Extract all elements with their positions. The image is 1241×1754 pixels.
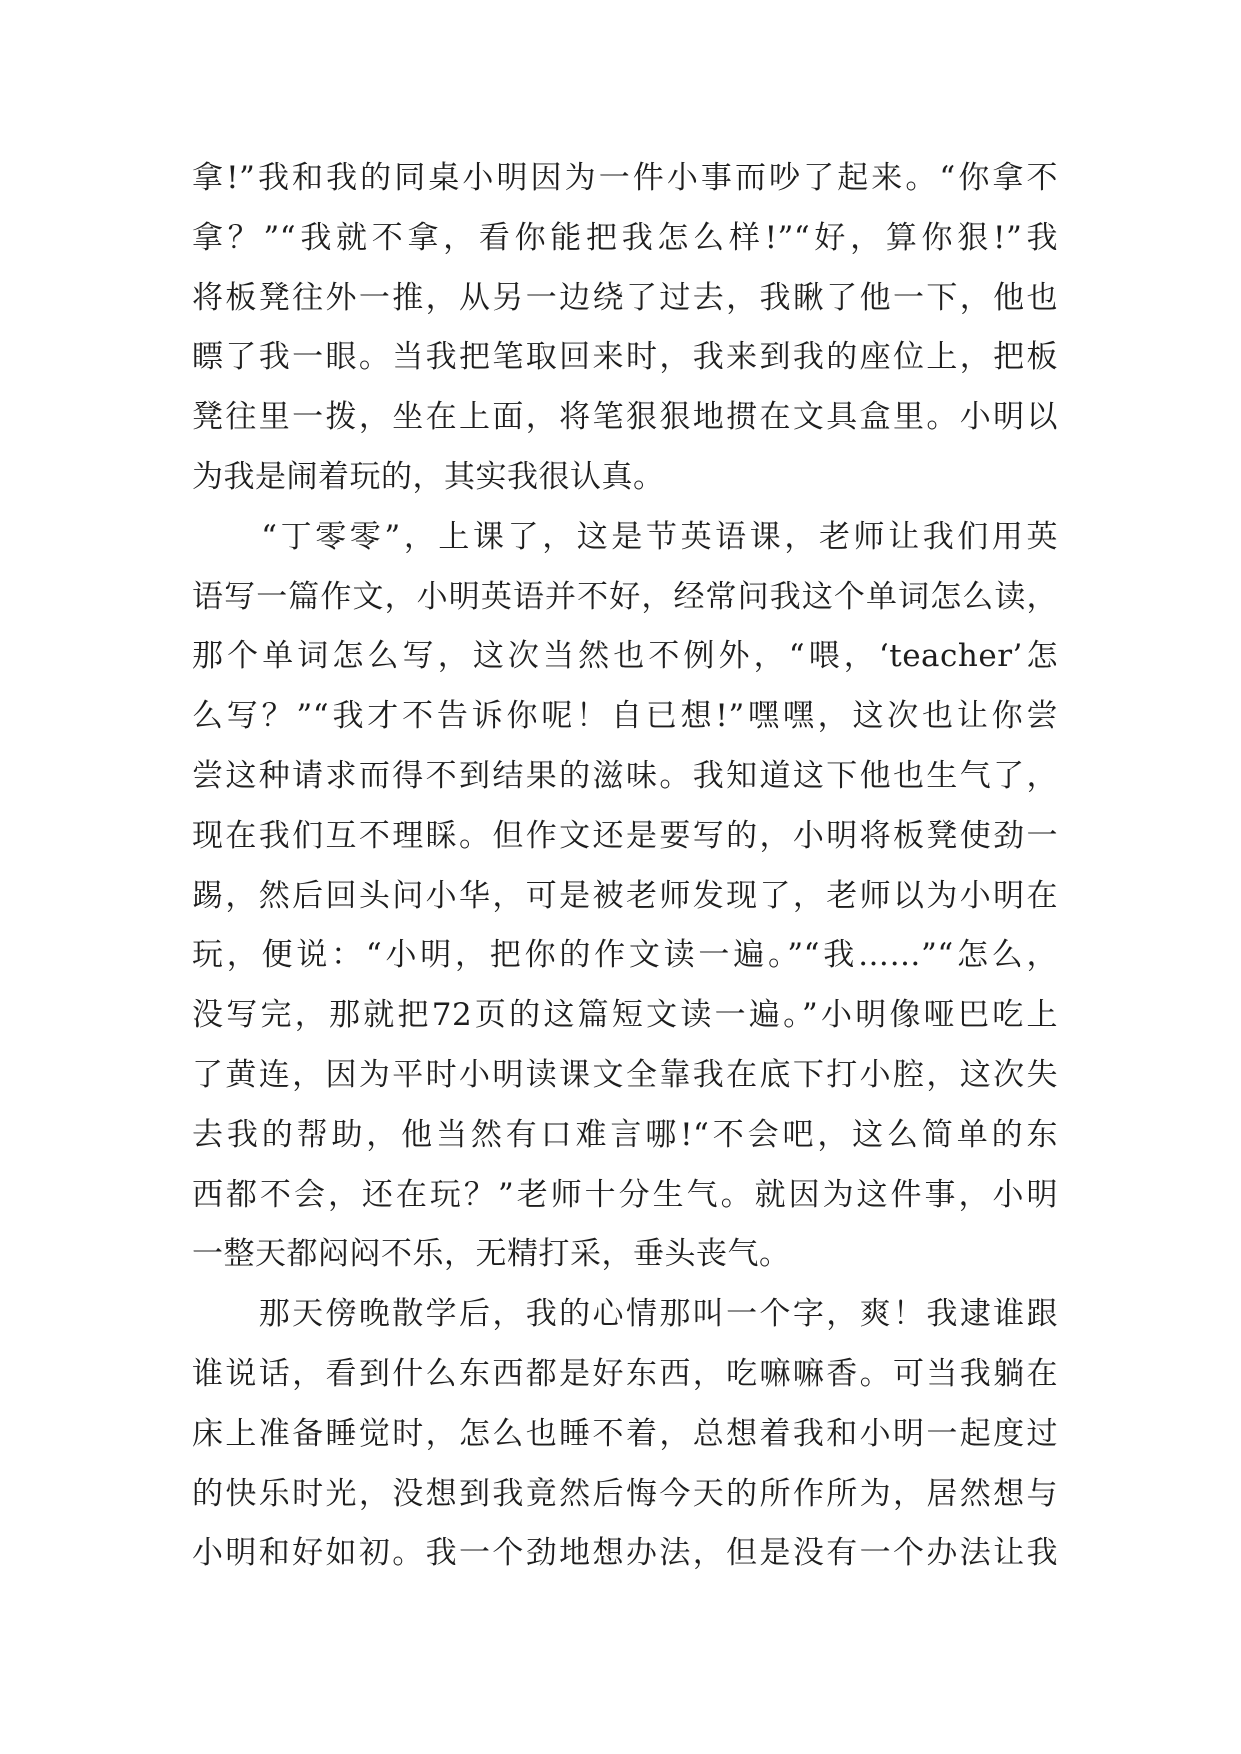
text-line: 那天傍晚散学后，我的心情那叫一个字，爽！我逮谁跟 xyxy=(192,1296,1058,1333)
text-line: 语写一篇作文，小明英语并不好，经常问我这个单词怎么读， xyxy=(192,578,1058,615)
text-line: 谁说话，看到什么东西都是好东西，吃嘛嘛香。可当我躺在 xyxy=(192,1355,1058,1392)
text-line: 么写？”“我才不告诉你呢！自已想!”嘿嘿，这次也让你尝 xyxy=(192,698,1058,735)
text-line: 的快乐时光，没想到我竟然后悔今天的所作所为，居然想与 xyxy=(192,1475,1058,1512)
text-line: 瞟了我一眼。当我把笔取回来时，我来到我的座位上，把板 xyxy=(192,339,1058,376)
text-line: 小明和好如初。我一个劲地想办法，但是没有一个办法让我 xyxy=(192,1535,1058,1572)
text-line: 将板凳往外一推，从另一边绕了过去，我瞅了他一下，他也 xyxy=(192,279,1058,316)
text-line: 拿!”我和我的同桌小明因为一件小事而吵了起来。“你拿不 xyxy=(192,160,1058,196)
text-line: 尝这种请求而得不到结果的滋味。我知道这下他也生气了， xyxy=(192,757,1058,794)
text-line: 一整天都闷闷不乐，无精打采，垂头丧气。 xyxy=(192,1236,791,1273)
text-line: 去我的帮助，他当然有口难言哪!“不会吧，这么简单的东 xyxy=(192,1116,1058,1153)
text-line: 踢，然后回头问小华，可是被老师发现了，老师以为小明在 xyxy=(192,877,1058,914)
text-line: 为我是闹着玩的，其实我很认真。 xyxy=(192,458,665,495)
text-line: 那个单词怎么写，这次当然也不例外，“喂，‘teacher’怎 xyxy=(192,638,1058,675)
text-line: 床上准备睡觉时，怎么也睡不着，总想着我和小明一起度过 xyxy=(192,1415,1058,1452)
text-line: 玩，便说：“小明，把你的作文读一遍。”“我……”“怎么， xyxy=(192,937,1058,974)
text-line: 现在我们互不理睬。但作文还是要写的，小明将板凳使劲一 xyxy=(192,817,1058,854)
text-line: 拿？”“我就不拿，看你能把我怎么样!”“好，算你狠!”我 xyxy=(192,219,1058,256)
text-line: 凳往里一拨，坐在上面，将笔狠狠地掼在文具盒里。小明以 xyxy=(192,399,1058,436)
body-text xyxy=(192,158,1058,1593)
text-line: 了黄连，因为平时小明读课文全靠我在底下打小腔，这次失 xyxy=(192,1056,1058,1093)
text-line: 没写完，那就把72页的这篇短文读一遍。”小明像哑巴吃上 xyxy=(192,997,1058,1034)
text-line: “丁零零”，上课了，这是节英语课，老师让我们用英 xyxy=(192,518,1058,555)
text-line: 西都不会，还在玩？”老师十分生气。就因为这件事，小明 xyxy=(192,1176,1058,1213)
